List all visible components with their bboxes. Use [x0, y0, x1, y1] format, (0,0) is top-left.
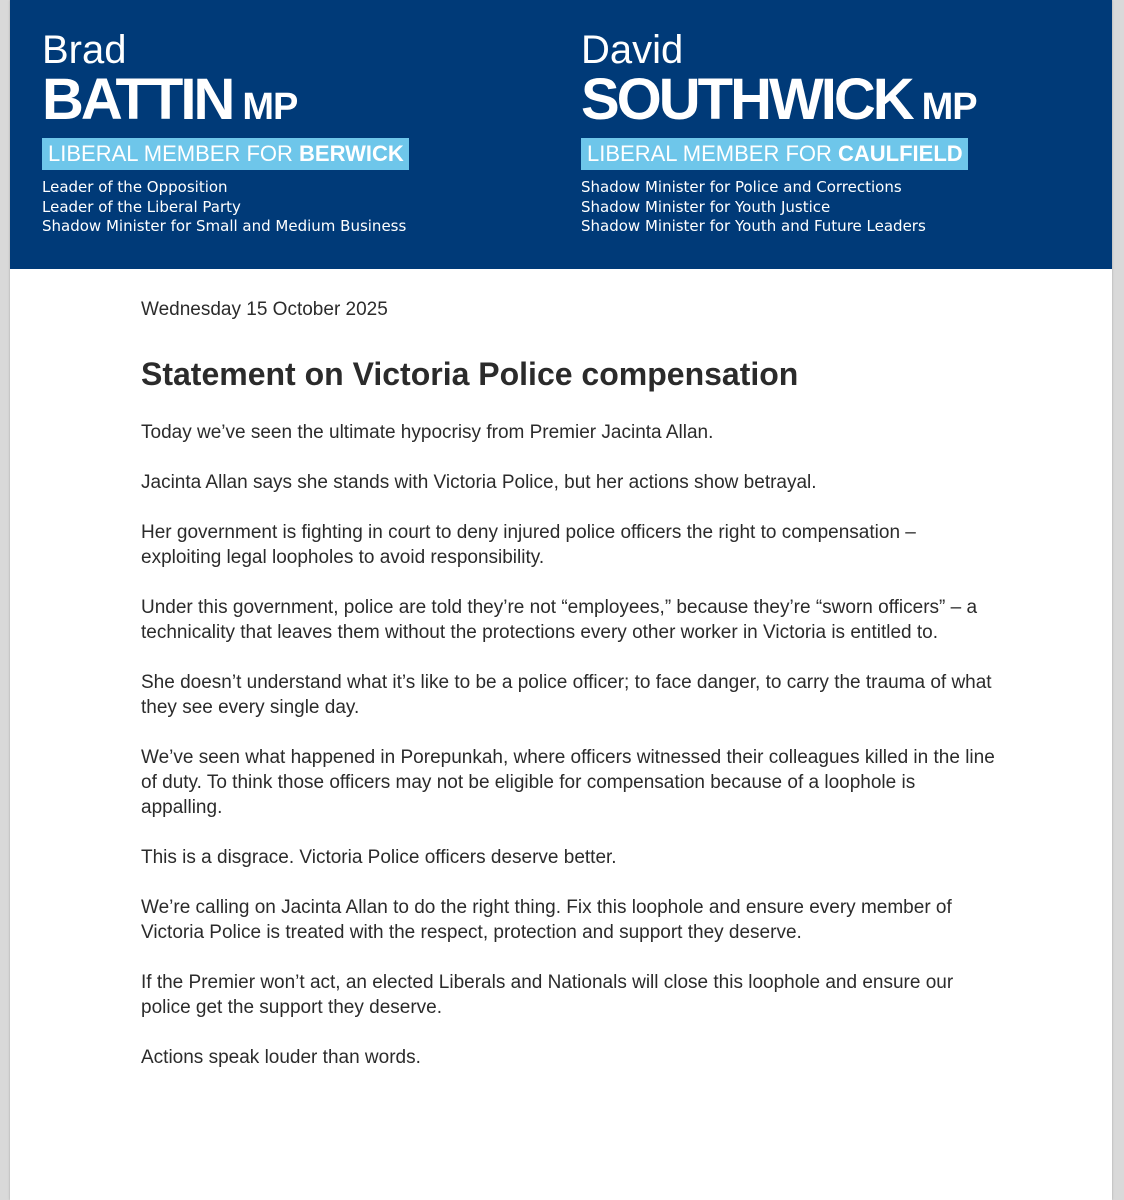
document-page	[10, 0, 1112, 1200]
mp-first-name: David	[581, 28, 684, 72]
mp-suffix: MP	[242, 86, 298, 128]
mp-surname-row	[581, 67, 977, 132]
mp-surname: BATTIN	[42, 67, 233, 132]
statement-paragraph: Under this government, police are told they’re not “employees,” because they’re “sworn officers” – a technicality that leaves them without the protections every other worker in Victoria is entitled to.	[141, 597, 978, 643]
statement-paragraph: If the Premier won’t act, an elected Liberals and Nationals will close this loophole and ensure our police get the support they deserve.	[141, 972, 954, 1018]
statement-paragraph: She doesn’t understand what it’s like to be a police officer; to face danger, to carry the trauma of what they see every single day.	[141, 672, 992, 718]
mp-roles	[42, 178, 409, 237]
mp-battin-block	[42, 30, 409, 237]
mp-role: Shadow Minister for Police and Corrections	[581, 178, 902, 196]
electorate-bar	[581, 138, 968, 170]
statement-paragraph: This is a disgrace. Victoria Police officers deserve better.	[141, 847, 617, 868]
electorate-prefix: LIBERAL MEMBER FOR	[48, 141, 300, 166]
mp-surname-row	[42, 67, 409, 132]
statement-title: Statement on Victoria Police compensation	[141, 356, 799, 392]
mp-role: Shadow Minister for Youth and Future Leaders	[581, 217, 926, 235]
mp-role: Leader of the Opposition	[42, 178, 228, 196]
statement-paragraph: Today we’ve seen the ultimate hypocrisy from Premier Jacinta Allan.	[141, 422, 714, 443]
mp-role: Leader of the Liberal Party	[42, 197, 241, 216]
mp-roles	[581, 178, 977, 237]
mp-surname: SOUTHWICK	[581, 67, 912, 132]
mp-role: Shadow Minister for Youth Justice	[581, 197, 831, 216]
statement-body	[141, 296, 1001, 1095]
statement-paragraph: Jacinta Allan says she stands with Victoria Police, but her actions show betrayal.	[141, 472, 817, 493]
statement-paragraph: Her government is fighting in court to deny injured police officers the right to compensation – exploiting legal loopholes to avoid responsibility.	[141, 522, 916, 568]
statement-date: Wednesday 15 October 2025	[141, 299, 388, 320]
electorate-name: CAULFIELD	[838, 141, 963, 166]
mp-first-name: Brad	[42, 28, 127, 72]
electorate-prefix: LIBERAL MEMBER FOR	[587, 141, 839, 166]
mp-role: Shadow Minister for Small and Medium Business	[42, 217, 407, 235]
letterhead-banner	[10, 0, 1112, 269]
mp-southwick-block	[581, 30, 977, 237]
statement-paragraph: We’re calling on Jacinta Allan to do the right thing. Fix this loophole and ensure every member of Victoria Police is treated with the respect, protection and support they deserve.	[141, 897, 952, 943]
mp-suffix: MP	[921, 86, 977, 128]
statement-paragraph: We’ve seen what happened in Porepunkah, where officers witnessed their colleagues killed in the line of duty. To think those officers may not be eligible for compensation because of a loophole is appalling.	[141, 747, 995, 818]
electorate-name: BERWICK	[299, 141, 404, 166]
electorate-bar	[42, 138, 409, 170]
statement-paragraph: Actions speak louder than words.	[141, 1047, 421, 1068]
